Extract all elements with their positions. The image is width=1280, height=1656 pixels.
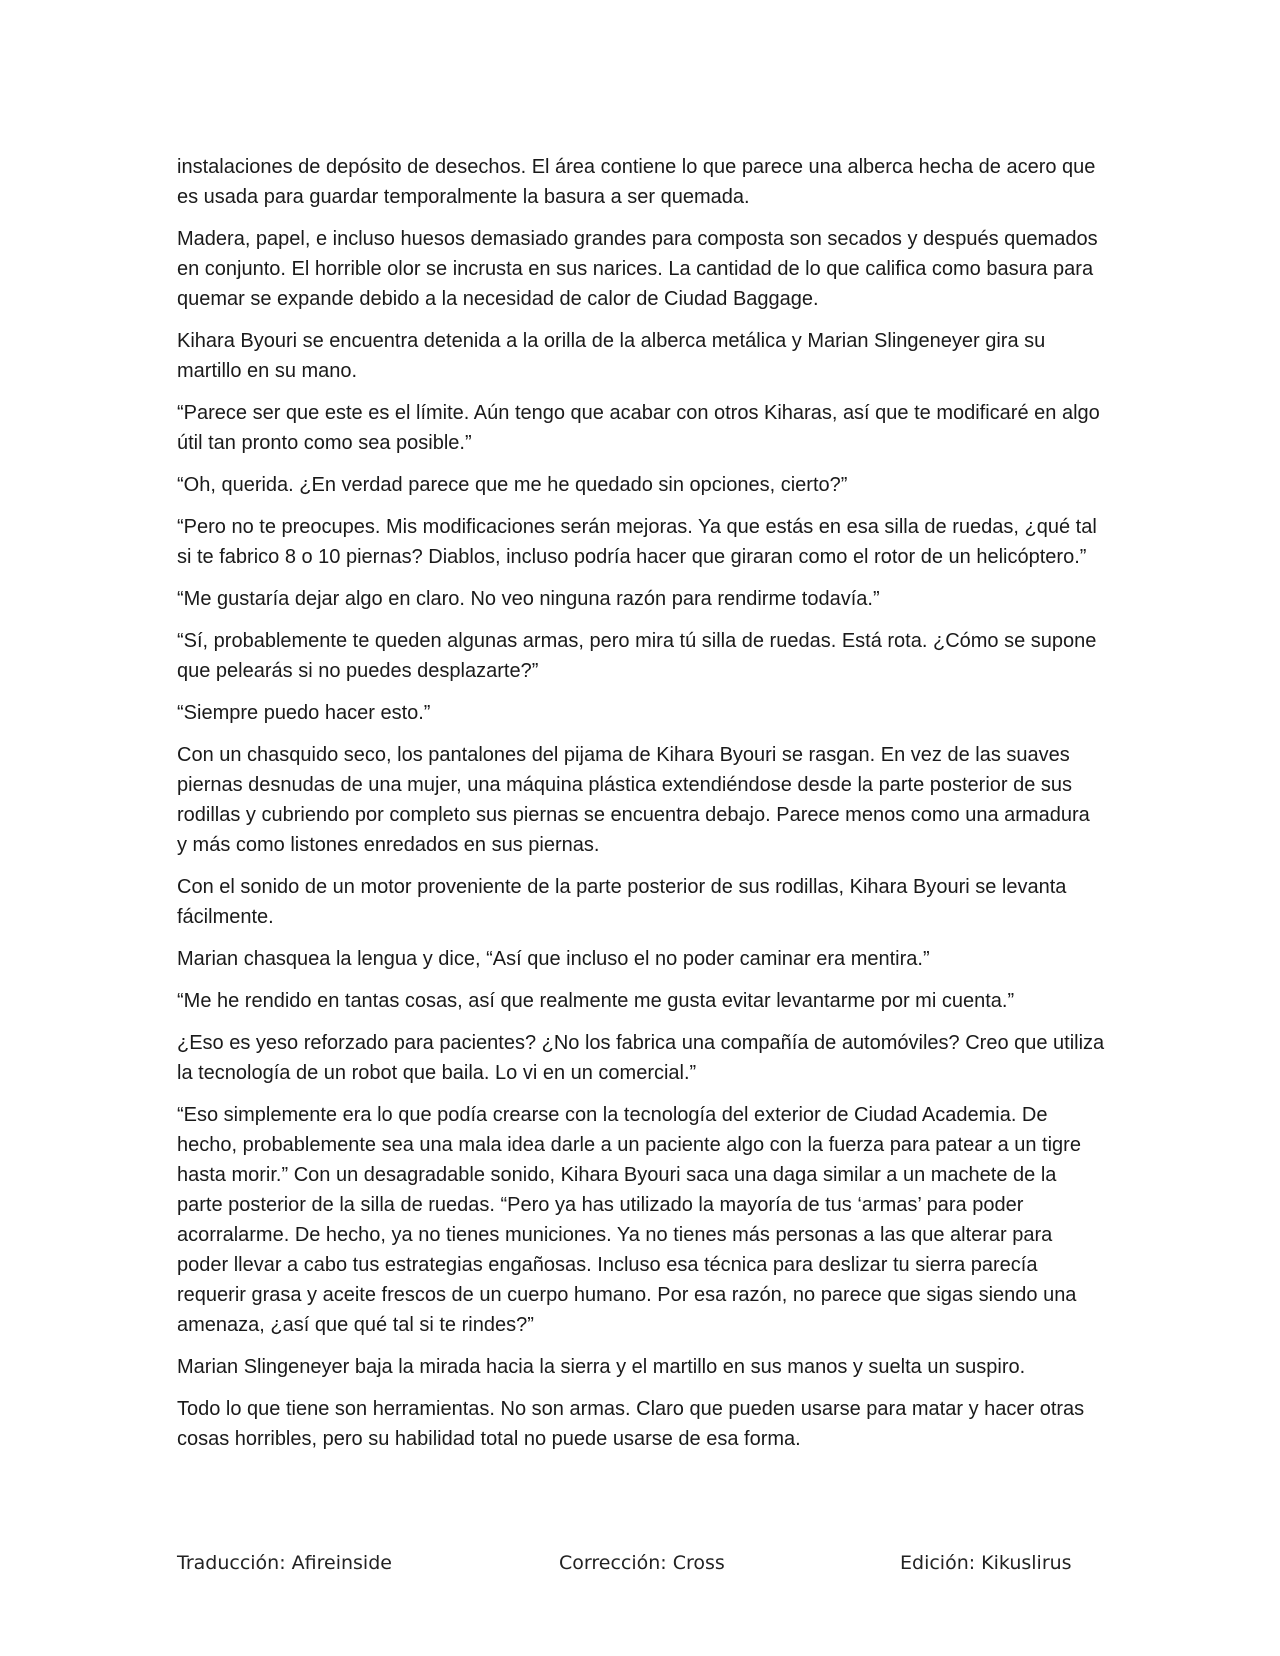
paragraph: Con un chasquido seco, los pantalones del pijama de Kihara Byouri se rasgan. En vez de las suaves piernas desnudas de una mujer, una máquina plástica extendiéndose desde la parte posterior de sus rodillas y cubriendo por completo sus piernas se encuentra debajo. Parece menos como una armadura y más como listones enredados en sus piernas. <box>177 744 1090 856</box>
footer-edition-credit: Edición: Kikuslirus <box>900 1552 1072 1574</box>
paragraph: “Oh, querida. ¿En verdad parece que me he quedado sin opciones, cierto?” <box>177 474 848 496</box>
paragraph: “Me he rendido en tantas cosas, así que realmente me gusta evitar levantarme por mi cuenta.” <box>177 990 1015 1012</box>
paragraph: “Sí, probablemente te queden algunas armas, pero mira tú silla de ruedas. Está rota. ¿Cómo se supone que pelearás si no puedes desplazarte?” <box>177 630 1097 682</box>
paragraph: “Parece ser que este es el límite. Aún tengo que acabar con otros Kiharas, así que te modificaré en algo útil tan pronto como sea posible.” <box>177 402 1100 454</box>
paragraph: “Me gustaría dejar algo en claro. No veo ninguna razón para rendirme todavía.” <box>177 588 880 610</box>
page-footer <box>177 1552 1105 1584</box>
paragraph: Todo lo que tiene son herramientas. No son armas. Claro que pueden usarse para matar y hacer otras cosas horribles, pero su habilidad total no puede usarse de esa forma. <box>177 1398 1085 1450</box>
paragraph: Madera, papel, e incluso huesos demasiado grandes para composta son secados y después quemados en conjunto. El horrible olor se incrusta en sus narices. La cantidad de lo que califica como basura para quemar se expande debido a la necesidad de calor de Ciudad Baggage. <box>177 228 1098 310</box>
paragraph: Marian chasquea la lengua y dice, “Así que incluso el no poder caminar era mentira.” <box>177 948 930 970</box>
paragraph: Con el sonido de un motor proveniente de la parte posterior de sus rodillas, Kihara Byouri se levanta fácilmente. <box>177 876 1067 928</box>
footer-translation-credit: Traducción: Afireinside <box>177 1552 392 1574</box>
footer-correction-credit: Corrección: Cross <box>559 1552 725 1574</box>
paragraph: ¿Eso es yeso reforzado para pacientes? ¿No los fabrica una compañía de automóviles? Creo que utiliza la tecnología de un robot que baila. Lo vi en un comercial.” <box>177 1032 1105 1084</box>
paragraph: instalaciones de depósito de desechos. El área contiene lo que parece una alberca hecha de acero que es usada para guardar temporalmente la basura a ser quemada. <box>177 156 1096 208</box>
paragraph: “Siempre puedo hacer esto.” <box>177 702 431 724</box>
paragraph: “Eso simplemente era lo que podía crearse con la tecnología del exterior de Ciudad Academia. De hecho, probablemente sea una mala idea darle a un paciente algo con la fuerza para patear a un tigre hasta morir.” Con un desagradable sonido, Kihara Byouri saca una daga similar a un machete de la parte posterior de la silla de ruedas. “Pero ya has utilizado la mayoría de tus ‘armas’ para poder acorralarme. De hecho, ya no tienes municiones. Ya no tienes más personas a las que alterar para poder llevar a cabo tus estrategias engañosas. Incluso esa técnica para deslizar tu sierra parecía requerir grasa y aceite frescos de un cuerpo humano. Por esa razón, no parece que sigas siendo una amenaza, ¿así que qué tal si te rindes?” <box>177 1104 1081 1336</box>
document-body <box>177 152 1105 1466</box>
paragraph: “Pero no te preocupes. Mis modificaciones serán mejoras. Ya que estás en esa silla de ruedas, ¿qué tal si te fabrico 8 o 10 piernas? Diablos, incluso podría hacer que giraran como el rotor de un helicóptero.” <box>177 516 1097 568</box>
paragraph: Marian Slingeneyer baja la mirada hacia la sierra y el martillo en sus manos y suelta un suspiro. <box>177 1356 1026 1378</box>
paragraph: Kihara Byouri se encuentra detenida a la orilla de la alberca metálica y Marian Slingeneyer gira su martillo en su mano. <box>177 330 1046 382</box>
